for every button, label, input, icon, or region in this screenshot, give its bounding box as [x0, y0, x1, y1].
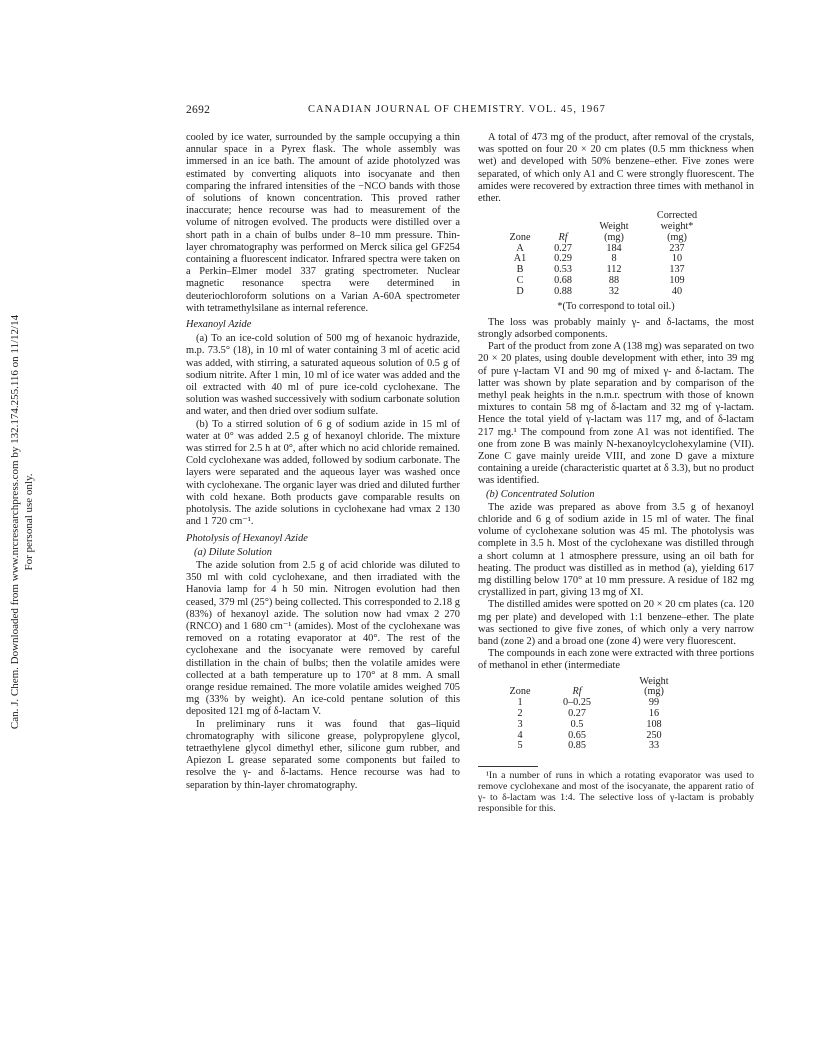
- table2-cell-weight: 33: [648, 740, 660, 752]
- zone-table-2: [500, 677, 694, 753]
- table2-cell-weight: 250: [646, 729, 662, 741]
- download-stamp: [0, 0, 40, 1056]
- zone-table-1: [500, 211, 712, 297]
- table2-cell-zone: 3: [517, 718, 523, 730]
- table1-header-weight-top: Weight: [599, 221, 629, 233]
- table1-footnote: *(To correspond to total oil.): [557, 300, 675, 312]
- table-row: [500, 709, 694, 720]
- table2-header-weight-unit: (mg): [644, 686, 664, 698]
- paragraph-apparatus: cooled by ice water, surrounded by the sample occupying a thin annular space in a Pyrex flask. The whole assembly was immersed in an ice bath. The amount of azide photolyzed was estimated by converting aliquots into isocyanate and then comparing the infrared intensities of the −NCO bands with those of solutions of known concentration. This proved rather inaccurate; hence recourse was had to measurement of the volume of nitrogen evolved. The products were distilled over a short path in a chain of bulbs under 8–10 mm pressure. Thin-layer chromatography was performed on Merck silica gel GF254 containing a fluorescent indicator. Infrared spectra were taken on a Perkin–Elmer model 337 grating spectrometer. Nuclear magnetic resonance spectra were determined in deuteriochloroform solutions on a Varian A-60A spectrometer with tetramethylsilane as internal reference.: [186, 132, 460, 314]
- table1-cell-corrected: 237: [669, 242, 685, 254]
- table1-cell-rf: 0.53: [554, 264, 572, 276]
- table1-cell-weight: 32: [608, 285, 620, 297]
- paragraph-zone-extraction: The compounds in each zone were extracted with three portions of methanol in ether (intermediate: [478, 648, 754, 672]
- table-row: [500, 698, 694, 709]
- table-row: [500, 287, 712, 298]
- table1-cell-corrected: 10: [671, 253, 683, 265]
- section-heading-photolysis: Photolysis of Hexanoyl Azide: [186, 532, 308, 544]
- subheading-concentrated-solution: (b) Concentrated Solution: [486, 488, 595, 500]
- paragraph-total-product: A total of 473 mg of the product, after removal of the crystals, was spotted on four 20 × 20 cm plates (0.5 mm thickness when wet) and developed with 50% benzene–ether. Five zones were separated, of which only A1 and C were strongly fluorescent. The amides were recovered by extraction three times with methanol in ether.: [478, 132, 754, 205]
- table1-header-rf: Rf: [558, 231, 568, 243]
- download-stamp-line-2: For personal use only.: [23, 473, 35, 571]
- table2-cell-weight: 99: [648, 697, 660, 709]
- table1-cell-weight: 88: [608, 275, 620, 286]
- table2-header-zone: Zone: [509, 686, 531, 698]
- table2-cell-zone: 5: [517, 740, 523, 752]
- table1-cell-rf: 0.27: [554, 242, 572, 254]
- table2-cell-rf: 0.85: [568, 740, 586, 752]
- table1-header-corrected-mid: weight*: [660, 221, 694, 233]
- table2-cell-zone: 2: [517, 708, 523, 720]
- table1-cell-weight: 8: [611, 253, 617, 265]
- table1-cell-zone: D: [516, 285, 524, 297]
- paragraph-concentrated-solution: The azide was prepared as above from 3.5 g of hexanoyl chloride and 6 g of sodium azide in 15 ml of water. The final volume of cyclohexane solution was 45 ml. The photolysis was complete in 3.5 h. Most of the cyclohexane was distilled through a short column at 1 atmosphere pressure, using an oil bath for heating. The product was distilled as in method (a), yielding 617 mg distilling below 170° at 10 mm pressure. A residue of 182 mg crystallized in part, giving 13 mg of XI.: [478, 501, 754, 599]
- footnote: [478, 770, 754, 814]
- table1-cell-zone: A1: [513, 253, 527, 265]
- table1-cell-weight: 184: [606, 242, 622, 254]
- left-column: [186, 132, 460, 792]
- table2-cell-weight: 16: [648, 708, 660, 720]
- table2-cell-weight: 108: [646, 718, 662, 730]
- table-row: [500, 731, 694, 742]
- paragraph-preliminary-runs: In preliminary runs it was found that gas–liquid chromatography with silicone grease, polypropylene glycol, tetraethylene glycol dimethyl ether, silicone gum rubber, and Apiezon L grease separated some components but failed to resolve the γ- and δ-lactams. Hence recourse was had to separation by thin-layer chromatography.: [186, 718, 460, 791]
- table2-cell-rf: 0.27: [568, 708, 586, 720]
- table1-header-corrected-unit: (mg): [667, 231, 687, 243]
- paragraph-method-b: (b) To a stirred solution of 6 g of sodium azide in 15 ml of water at 0° was added 2.5 g of hexanoyl chloride. The mixture was stirred for 2.5 h at 0°, after which no acid chloride remained. Cold cyclohexane was added, followed by sodium carbonate. The layers were separated and the aqueous layer was washed once with cyclohexane. The organic layer was dried and diluted further with cold hexane. Both products gave comparable results on photolysis. The azide solutions in cyclohexane had νmax 2 130 and 1 720 cm⁻¹.: [186, 418, 460, 528]
- table2-header-rf: Rf: [572, 686, 582, 698]
- table-row: [500, 720, 694, 731]
- paragraph-zone-a-separation: Part of the product from zone A (138 mg) was separated on two 20 × 20 plates, using double development with ether, into 39 mg of pure γ-lactam VI and 90 mg of mixed γ- and δ-lactam. The latter was shown by plate separation and by comparison of the methyl peak heights in the n.m.r. spectrum with those of known mixtures to contain 58 mg of δ-lactam and 32 mg of γ-lactam. Hence the total yield of γ-lactam was 117 mg, and of δ-lactam 217 mg.¹ The compound from zone A1 was not identified. The one from zone B was mainly N-hexanoylcyclohexylamine (VII). Zone C gave mainly ureide VIII, and zone D gave a mixture containing a ureide (characteristic quartet at δ 3.3), but no product was identified.: [478, 341, 754, 487]
- table1-cell-rf: 0.68: [554, 275, 572, 286]
- table2-cell-rf: 0.5: [570, 718, 584, 730]
- paragraph-distilled-amides: The distilled amides were spotted on 20 × 20 cm plates (ca. 120 mg per plate) and developed with 1:1 benzene–ether. The plate was sectioned to give five zones, of which only a very narrow band (zone 2) and a broad one (zone 4) were very fluorescent.: [478, 599, 754, 648]
- footnote-divider: [478, 766, 538, 767]
- subheading-dilute-solution: (a) Dilute Solution: [194, 546, 272, 558]
- download-stamp-line-1: Can. J. Chem. Downloaded from www.nrcresearchpress.com by 132.174.255.116 on 11/12/14: [9, 314, 21, 730]
- table2-cell-zone: 4: [517, 729, 523, 741]
- table1-cell-corrected: 109: [669, 275, 685, 286]
- table2-cell-zone: 1: [517, 697, 523, 709]
- table1-cell-rf: 0.29: [554, 253, 572, 265]
- table1-cell-weight: 112: [606, 264, 622, 276]
- table1-cell-zone: A: [516, 242, 524, 254]
- page-number: 2692: [186, 104, 211, 116]
- right-column: [478, 132, 754, 814]
- table1-cell-zone: C: [516, 275, 524, 286]
- table-row: [500, 741, 694, 752]
- table1-cell-zone: B: [516, 264, 524, 276]
- table2-cell-rf: 0–0.25: [562, 697, 591, 709]
- running-head: CANADIAN JOURNAL OF CHEMISTRY. VOL. 45, 1967: [308, 104, 606, 115]
- page-header: [186, 104, 754, 120]
- table1-header-zone: Zone: [509, 231, 531, 243]
- table1-header-corrected-top: Corrected: [656, 210, 698, 222]
- table2-cell-rf: 0.65: [568, 729, 586, 741]
- paragraph-dilute-solution: The azide solution from 2.5 g of acid chloride was diluted to 350 ml with cold cyclohexane, and then irradiated with the Hanovia lamp for 4 h 50 min. Nitrogen evolution had then ceased, 379 ml (25°) being collected. This corresponded to 2.18 g (83%) of hexanoyl azide. The solution now had νmax 2 270 (RNCO) and 1 680 cm⁻¹ (amides). Most of the cyclohexane was removed on a rotating evaporator at 40°. The rest of the cyclohexane and the isocyanate were removed by careful distillation in the chain of bulbs; then the volatile amides were collected at a bath temperature up to 170° at 8 mm. A small orange residue remained. The more volatile amides weighed 705 mg (33% by weight). An ice-cold pentane solution of this deposited 121 mg of δ-lactam V.: [186, 559, 460, 718]
- table1-cell-corrected: 137: [669, 264, 685, 276]
- section-heading-hexanoyl-azide: Hexanoyl Azide: [186, 319, 252, 331]
- table2-header-weight-top: Weight: [639, 675, 669, 687]
- table1-cell-rf: 0.88: [554, 285, 572, 297]
- paragraph-method-a: (a) To an ice-cold solution of 500 mg of hexanoic hydrazide, m.p. 73.5° (18), in 10 ml of water containing 3 ml of acetic acid was added, with stirring, a saturated aqueous solution of 0.5 g of sodium nitrite. After 1 min, 10 ml of ice water was added and the oil extracted with 40 ml of pure ice-cold cyclohexane. The solution was washed successively with sodium carbonate solution and water, and then dried over sodium sulfate.: [186, 333, 460, 418]
- table1-header-weight-unit: (mg): [604, 231, 624, 243]
- table1-cell-corrected: 40: [671, 285, 683, 297]
- footnote-text: ¹In a number of runs in which a rotating evaporator was used to remove cyclohexane and most of the isocyanate, the apparent ratio of γ- to δ-lactam was 1:4. The selective loss of γ-lactam is probably responsible for this.: [478, 770, 754, 815]
- paragraph-loss: The loss was probably mainly γ- and δ-lactams, the most strongly adsorbed components.: [478, 316, 754, 340]
